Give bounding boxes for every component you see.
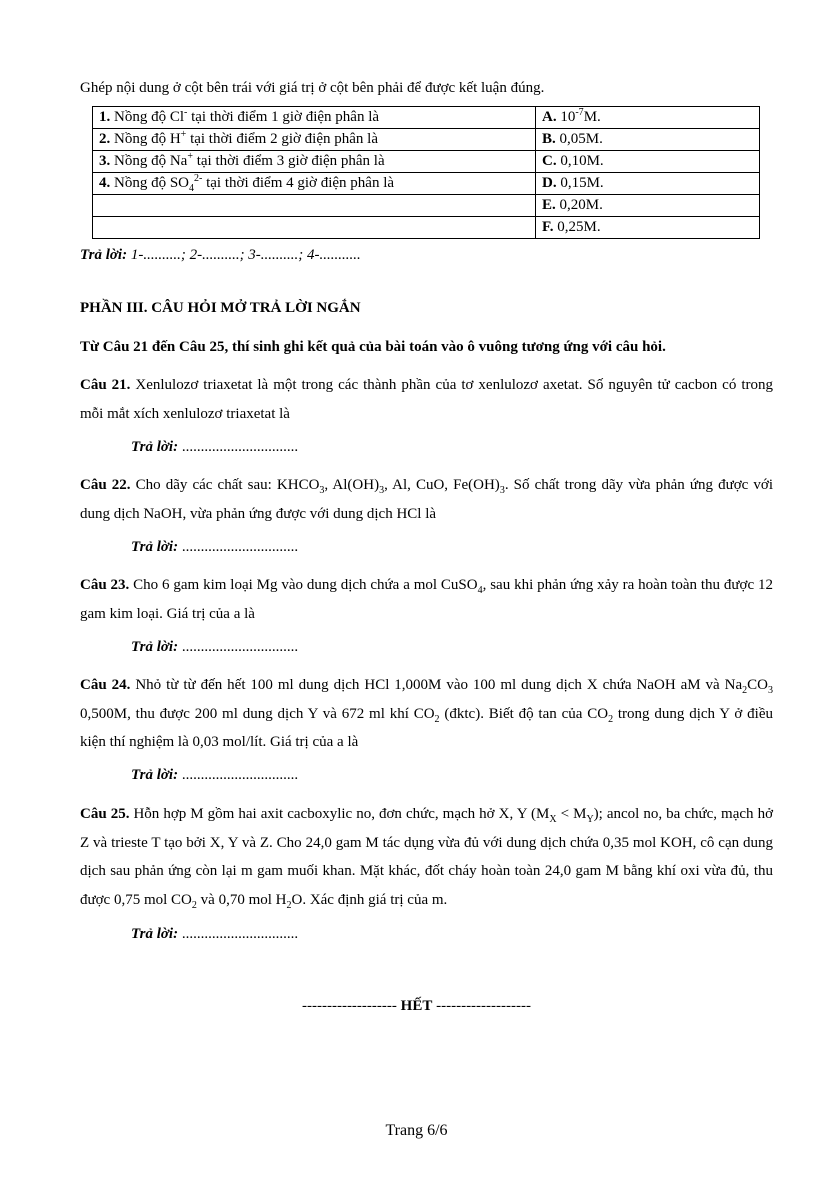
page-number: Trang 6/6 [385, 1122, 448, 1139]
table-row: F. 0,25M. [93, 217, 760, 239]
end-marker: ------------------- HẾT ------------------- [301, 998, 532, 1014]
table-row: 4. Nồng độ $SO_4^{2-}$ tại thời điểm 4 giờ điện phân là D. 0,15M. [93, 173, 760, 195]
answer-line-25: Trả lời: ............................... [131, 926, 299, 942]
question-22: Câu 22. Cho dãy các chất sau: $KHCO_3$, $Al(OH)_3$, Al, CuO, $Fe(OH)_3$. Số chất trong dãy vừa phản ứng được với dung dịch NaOH, vừa phản ứng được với dung dịch HCl là [80, 477, 773, 522]
question-25: Câu 25. Hỗn hợp M gồm hai axit cacboxylic no, đơn chức, mạch hở X, Y $(M_X < M_Y)$; ancol no, ba chức, mạch hở Z và trieste T tạo bởi X, Y và Z. Cho 24,0 gam M tác dụng vừa đủ với dung dịch chứa 0,35 mol KOH, cô cạn dung dịch sau phản ứng còn lại m gam muối khan. Mặt khác, đốt cháy hoàn toàn 24,0 gam M bằng khí oxi vừa đủ, thu được 0,75 mol $CO_2$ và 0,70 mol $H_2O$. Xác định giá trị của m. [80, 806, 773, 911]
table-row: 2. Nồng độ H+ tại thời điểm 2 giờ điện phân là B. 0,05M. [93, 129, 760, 151]
matching-answer-line: Trả lời: 1-..........; 2-..........; 3-..........; 4-........... [80, 247, 361, 263]
section-instruction: Từ Câu 21 đến Câu 25, thí sinh ghi kết quả của bài toán vào ô vuông tương ứng với câu hỏi. [80, 339, 666, 355]
answer-line-23: Trả lời: ............................... [131, 639, 299, 655]
question-23: Câu 23. Cho 6 gam kim loại Mg vào dung dịch chứa a mol CuSO$_4$, sau khi phản ứng xảy ra hoàn toàn thu được 12 gam kim loại. Giá trị của a là [80, 577, 773, 622]
answer-line-22: Trả lời: ............................... [131, 539, 299, 555]
answer-line-24: Trả lời: ............................... [131, 767, 299, 783]
matching-table [92, 106, 760, 239]
table-row: 3. Nồng độ Na+ tại thời điểm 3 giờ điện phân là C. 0,10M. [93, 151, 760, 173]
table-row: 1. Nồng độ Cl- tại thời điểm 1 giờ điện phân là A. $10^{-7}M$. [93, 107, 760, 129]
matching-instruction: Ghép nội dung ở cột bên trái với giá trị ở cột bên phải để được kết luận đúng. [80, 80, 545, 96]
answer-line-21: Trả lời: ............................... [131, 439, 299, 455]
question-24: Câu 24. Nhỏ từ từ đến hết 100 ml dung dịch HCl 1,000M vào 100 ml dung dịch X chứa NaOH aM và $Na_2CO_3$ 0,500M, thu được 200 ml dung dịch Y và 672 ml khí $CO_2$ (đktc). Biết độ tan của $CO_2$ trong dung dịch Y ở điều kiện thí nghiệm là 0,03 mol/lít. Giá trị của a là [80, 677, 773, 750]
section-title: PHẦN III. CÂU HỎI MỞ TRẢ LỜI NGẮN [80, 300, 361, 316]
table-row: E. 0,20M. [93, 195, 760, 217]
question-21: Câu 21. Xenlulozơ triaxetat là một trong các thành phần của tơ xenlulozơ axetat. Số nguyên tử cacbon có trong mỗi mắt xích xenlulozơ triaxetat là [80, 377, 773, 422]
